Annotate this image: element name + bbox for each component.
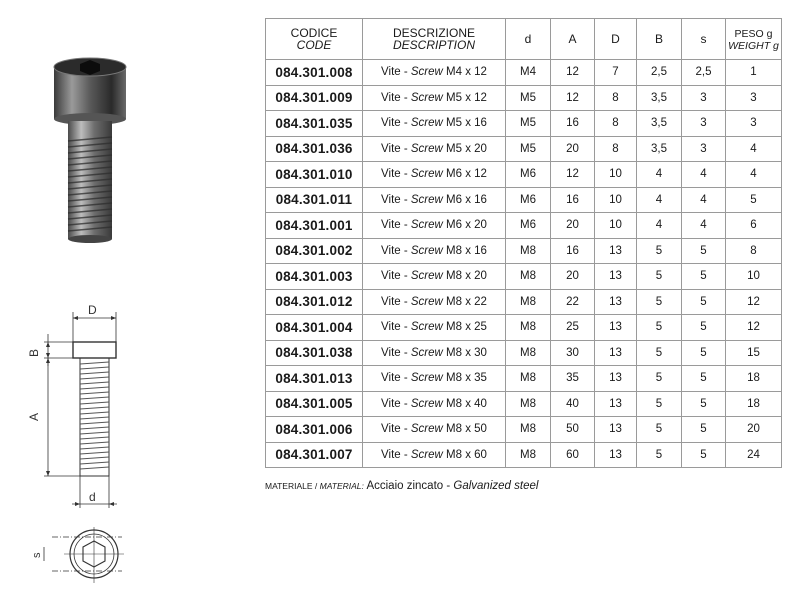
cell-s: 4 bbox=[682, 162, 726, 188]
desc-size: M8 x 50 bbox=[446, 423, 487, 436]
cell-B: 5 bbox=[637, 238, 682, 264]
table-row bbox=[266, 366, 782, 392]
cell-d: M6 bbox=[506, 187, 551, 213]
table-row bbox=[266, 60, 782, 86]
cell-d: M8 bbox=[506, 289, 551, 315]
dim-label-D: D bbox=[88, 303, 97, 317]
desc-prefix: Vite - bbox=[381, 270, 411, 283]
cell-description bbox=[363, 213, 506, 239]
cell-A: 20 bbox=[551, 264, 595, 290]
cell-d: M8 bbox=[506, 264, 551, 290]
cell-D: 8 bbox=[595, 136, 637, 162]
cell-D: 10 bbox=[595, 162, 637, 188]
cell-A: 16 bbox=[551, 238, 595, 264]
cell-B: 3,5 bbox=[637, 136, 682, 162]
technical-drawing-side bbox=[20, 300, 160, 520]
cell-D: 13 bbox=[595, 340, 637, 366]
table-row bbox=[266, 187, 782, 213]
cell-A: 16 bbox=[551, 187, 595, 213]
cell-A: 12 bbox=[551, 60, 595, 86]
desc-prefix: Vite - bbox=[381, 193, 411, 206]
desc-screw: Screw bbox=[410, 270, 443, 283]
desc-prefix: Vite - bbox=[381, 295, 411, 308]
specification-table bbox=[265, 18, 782, 468]
cell-code: 084.301.010 bbox=[266, 162, 363, 188]
cell-weight: 24 bbox=[726, 442, 782, 468]
cell-s: 5 bbox=[682, 238, 726, 264]
cell-code: 084.301.005 bbox=[266, 391, 363, 417]
table-row bbox=[266, 85, 782, 111]
cell-B: 4 bbox=[637, 162, 682, 188]
cell-s: 5 bbox=[682, 315, 726, 341]
cell-B: 5 bbox=[637, 391, 682, 417]
material-note bbox=[265, 480, 538, 492]
table-row bbox=[266, 136, 782, 162]
desc-size: M5 x 12 bbox=[446, 91, 487, 104]
desc-prefix: Vite - bbox=[381, 372, 411, 385]
product-illustrations bbox=[0, 0, 262, 592]
cell-weight: 1 bbox=[726, 60, 782, 86]
cell-d: M5 bbox=[506, 85, 551, 111]
cell-d: M8 bbox=[506, 442, 551, 468]
table-body bbox=[266, 60, 782, 468]
cell-s: 5 bbox=[682, 417, 726, 443]
desc-prefix: Vite - bbox=[381, 346, 411, 359]
table-row bbox=[266, 391, 782, 417]
cell-s: 3 bbox=[682, 85, 726, 111]
desc-screw: Screw bbox=[410, 295, 443, 308]
table-row bbox=[266, 162, 782, 188]
desc-screw: Screw bbox=[410, 346, 443, 359]
cell-A: 22 bbox=[551, 289, 595, 315]
cell-code: 084.301.004 bbox=[266, 315, 363, 341]
desc-screw: Screw bbox=[410, 193, 443, 206]
cell-D: 13 bbox=[595, 366, 637, 392]
desc-prefix: Vite - bbox=[381, 448, 411, 461]
cell-A: 12 bbox=[551, 162, 595, 188]
desc-screw: Screw bbox=[410, 448, 443, 461]
cell-d: M8 bbox=[506, 366, 551, 392]
cell-D: 13 bbox=[595, 238, 637, 264]
material-label-it: MATERIALE / bbox=[265, 481, 320, 491]
cell-description bbox=[363, 136, 506, 162]
cell-D: 10 bbox=[595, 213, 637, 239]
header-s: s bbox=[682, 19, 726, 60]
desc-size: M5 x 20 bbox=[446, 142, 487, 155]
cell-weight: 12 bbox=[726, 315, 782, 341]
cell-B: 5 bbox=[637, 417, 682, 443]
desc-prefix: Vite - bbox=[381, 117, 411, 130]
cell-B: 4 bbox=[637, 213, 682, 239]
cell-d: M8 bbox=[506, 340, 551, 366]
cell-description bbox=[363, 238, 506, 264]
dim-label-d: d bbox=[89, 490, 96, 504]
cell-A: 50 bbox=[551, 417, 595, 443]
cell-s: 4 bbox=[682, 213, 726, 239]
table-header-row bbox=[266, 19, 782, 60]
desc-size: M8 x 22 bbox=[446, 295, 487, 308]
cell-D: 8 bbox=[595, 111, 637, 137]
cell-d: M8 bbox=[506, 417, 551, 443]
desc-prefix: Vite - bbox=[381, 66, 411, 79]
cell-d: M5 bbox=[506, 111, 551, 137]
desc-screw: Screw bbox=[410, 372, 443, 385]
desc-prefix: Vite - bbox=[381, 168, 411, 181]
cell-weight: 3 bbox=[726, 111, 782, 137]
header-code-it: CODICE bbox=[290, 26, 338, 40]
cell-description bbox=[363, 289, 506, 315]
desc-size: M8 x 25 bbox=[446, 321, 487, 334]
header-weight bbox=[726, 19, 782, 60]
cell-A: 60 bbox=[551, 442, 595, 468]
desc-size: M6 x 16 bbox=[446, 193, 487, 206]
cell-description bbox=[363, 111, 506, 137]
cell-weight: 15 bbox=[726, 340, 782, 366]
header-desc-en: DESCRIPTION bbox=[392, 38, 475, 52]
cell-A: 12 bbox=[551, 85, 595, 111]
desc-size: M8 x 30 bbox=[446, 346, 487, 359]
cell-D: 7 bbox=[595, 60, 637, 86]
cell-code: 084.301.006 bbox=[266, 417, 363, 443]
desc-size: M8 x 16 bbox=[446, 244, 487, 257]
cell-A: 20 bbox=[551, 213, 595, 239]
desc-prefix: Vite - bbox=[381, 321, 411, 334]
cell-B: 5 bbox=[637, 264, 682, 290]
cell-D: 13 bbox=[595, 417, 637, 443]
dim-label-A: A bbox=[27, 412, 41, 421]
header-B: B bbox=[637, 19, 682, 60]
table-row bbox=[266, 417, 782, 443]
table-row bbox=[266, 213, 782, 239]
header-weight-it: PESO g bbox=[734, 27, 773, 40]
cell-code: 084.301.013 bbox=[266, 366, 363, 392]
desc-screw: Screw bbox=[410, 142, 443, 155]
cell-A: 40 bbox=[551, 391, 595, 417]
table-row bbox=[266, 340, 782, 366]
table-row bbox=[266, 238, 782, 264]
cell-B: 5 bbox=[637, 340, 682, 366]
screw-photo bbox=[40, 55, 140, 250]
cell-s: 4 bbox=[682, 187, 726, 213]
cell-s: 3 bbox=[682, 111, 726, 137]
cell-d: M8 bbox=[506, 315, 551, 341]
cell-s: 5 bbox=[682, 442, 726, 468]
cell-B: 4 bbox=[637, 187, 682, 213]
cell-code: 084.301.001 bbox=[266, 213, 363, 239]
dim-label-s: s bbox=[31, 552, 43, 558]
cell-description bbox=[363, 340, 506, 366]
cell-B: 3,5 bbox=[637, 111, 682, 137]
cell-description bbox=[363, 442, 506, 468]
cell-code: 084.301.036 bbox=[266, 136, 363, 162]
cell-weight: 4 bbox=[726, 162, 782, 188]
cell-weight: 5 bbox=[726, 187, 782, 213]
table-row bbox=[266, 264, 782, 290]
desc-size: M8 x 60 bbox=[446, 448, 487, 461]
header-desc-it: DESCRIZIONE bbox=[392, 26, 475, 40]
cell-weight: 3 bbox=[726, 85, 782, 111]
header-d: d bbox=[506, 19, 551, 60]
cell-D: 13 bbox=[595, 264, 637, 290]
cell-s: 5 bbox=[682, 264, 726, 290]
header-description bbox=[363, 19, 506, 60]
desc-screw: Screw bbox=[410, 168, 443, 181]
header-weight-en: WEIGHT g bbox=[728, 39, 779, 52]
desc-prefix: Vite - bbox=[381, 219, 411, 232]
header-A: A bbox=[551, 19, 595, 60]
desc-prefix: Vite - bbox=[381, 397, 411, 410]
cell-A: 20 bbox=[551, 136, 595, 162]
desc-size: M8 x 40 bbox=[446, 397, 487, 410]
desc-prefix: Vite - bbox=[381, 142, 411, 155]
cell-code: 084.301.035 bbox=[266, 111, 363, 137]
cell-weight: 6 bbox=[726, 213, 782, 239]
cell-A: 25 bbox=[551, 315, 595, 341]
desc-screw: Screw bbox=[410, 423, 443, 436]
desc-screw: Screw bbox=[410, 117, 443, 130]
table-row bbox=[266, 315, 782, 341]
desc-size: M6 x 20 bbox=[446, 219, 487, 232]
cell-d: M4 bbox=[506, 60, 551, 86]
cell-description bbox=[363, 85, 506, 111]
cell-code: 084.301.009 bbox=[266, 85, 363, 111]
cell-code: 084.301.003 bbox=[266, 264, 363, 290]
cell-D: 13 bbox=[595, 391, 637, 417]
desc-size: M8 x 20 bbox=[446, 270, 487, 283]
cell-B: 5 bbox=[637, 442, 682, 468]
cell-code: 084.301.008 bbox=[266, 60, 363, 86]
cell-description bbox=[363, 391, 506, 417]
cell-s: 5 bbox=[682, 366, 726, 392]
cell-D: 10 bbox=[595, 187, 637, 213]
cell-description bbox=[363, 417, 506, 443]
header-code bbox=[266, 19, 363, 60]
cell-A: 30 bbox=[551, 340, 595, 366]
desc-screw: Screw bbox=[410, 244, 443, 257]
cell-description bbox=[363, 187, 506, 213]
cell-B: 5 bbox=[637, 289, 682, 315]
cell-code: 084.301.002 bbox=[266, 238, 363, 264]
cell-s: 5 bbox=[682, 289, 726, 315]
cell-s: 5 bbox=[682, 391, 726, 417]
cell-description bbox=[363, 366, 506, 392]
cell-code: 084.301.007 bbox=[266, 442, 363, 468]
cell-B: 3,5 bbox=[637, 85, 682, 111]
desc-screw: Screw bbox=[410, 91, 443, 104]
cell-weight: 20 bbox=[726, 417, 782, 443]
cell-B: 5 bbox=[637, 366, 682, 392]
cell-weight: 4 bbox=[726, 136, 782, 162]
cell-description bbox=[363, 162, 506, 188]
cell-s: 5 bbox=[682, 340, 726, 366]
cell-D: 8 bbox=[595, 85, 637, 111]
cell-s: 3 bbox=[682, 136, 726, 162]
cell-d: M5 bbox=[506, 136, 551, 162]
cell-D: 13 bbox=[595, 315, 637, 341]
desc-screw: Screw bbox=[410, 397, 443, 410]
cell-description bbox=[363, 315, 506, 341]
header-D: D bbox=[595, 19, 637, 60]
cell-d: M6 bbox=[506, 162, 551, 188]
material-value-en: Galvanized steel bbox=[453, 480, 539, 492]
table-row bbox=[266, 442, 782, 468]
cell-D: 13 bbox=[595, 289, 637, 315]
cell-A: 35 bbox=[551, 366, 595, 392]
cell-weight: 18 bbox=[726, 391, 782, 417]
material-label-en: MATERIAL: bbox=[319, 481, 364, 491]
desc-size: M4 x 12 bbox=[446, 66, 487, 79]
desc-prefix: Vite - bbox=[381, 91, 411, 104]
table-row bbox=[266, 111, 782, 137]
desc-screw: Screw bbox=[410, 321, 443, 334]
cell-B: 2,5 bbox=[637, 60, 682, 86]
desc-prefix: Vite - bbox=[381, 244, 411, 257]
desc-size: M5 x 16 bbox=[446, 117, 487, 130]
cell-description bbox=[363, 60, 506, 86]
cell-code: 084.301.038 bbox=[266, 340, 363, 366]
material-label bbox=[265, 481, 364, 491]
technical-drawing-top bbox=[22, 525, 152, 585]
material-value-it: Acciaio zincato - bbox=[366, 480, 454, 492]
cell-code: 084.301.012 bbox=[266, 289, 363, 315]
cell-B: 5 bbox=[637, 315, 682, 341]
desc-screw: Screw bbox=[410, 66, 443, 79]
cell-weight: 8 bbox=[726, 238, 782, 264]
desc-size: M6 x 12 bbox=[446, 168, 487, 181]
table-row bbox=[266, 289, 782, 315]
cell-d: M8 bbox=[506, 238, 551, 264]
cell-weight: 12 bbox=[726, 289, 782, 315]
cell-code: 084.301.011 bbox=[266, 187, 363, 213]
cell-s: 2,5 bbox=[682, 60, 726, 86]
cell-d: M8 bbox=[506, 391, 551, 417]
dim-label-B: B bbox=[27, 348, 41, 357]
cell-d: M6 bbox=[506, 213, 551, 239]
cell-weight: 18 bbox=[726, 366, 782, 392]
desc-prefix: Vite - bbox=[381, 423, 411, 436]
cell-weight: 10 bbox=[726, 264, 782, 290]
cell-D: 13 bbox=[595, 442, 637, 468]
cell-A: 16 bbox=[551, 111, 595, 137]
header-code-en: CODE bbox=[296, 38, 332, 52]
cell-description bbox=[363, 264, 506, 290]
desc-size: M8 x 35 bbox=[446, 372, 487, 385]
desc-screw: Screw bbox=[410, 219, 443, 232]
